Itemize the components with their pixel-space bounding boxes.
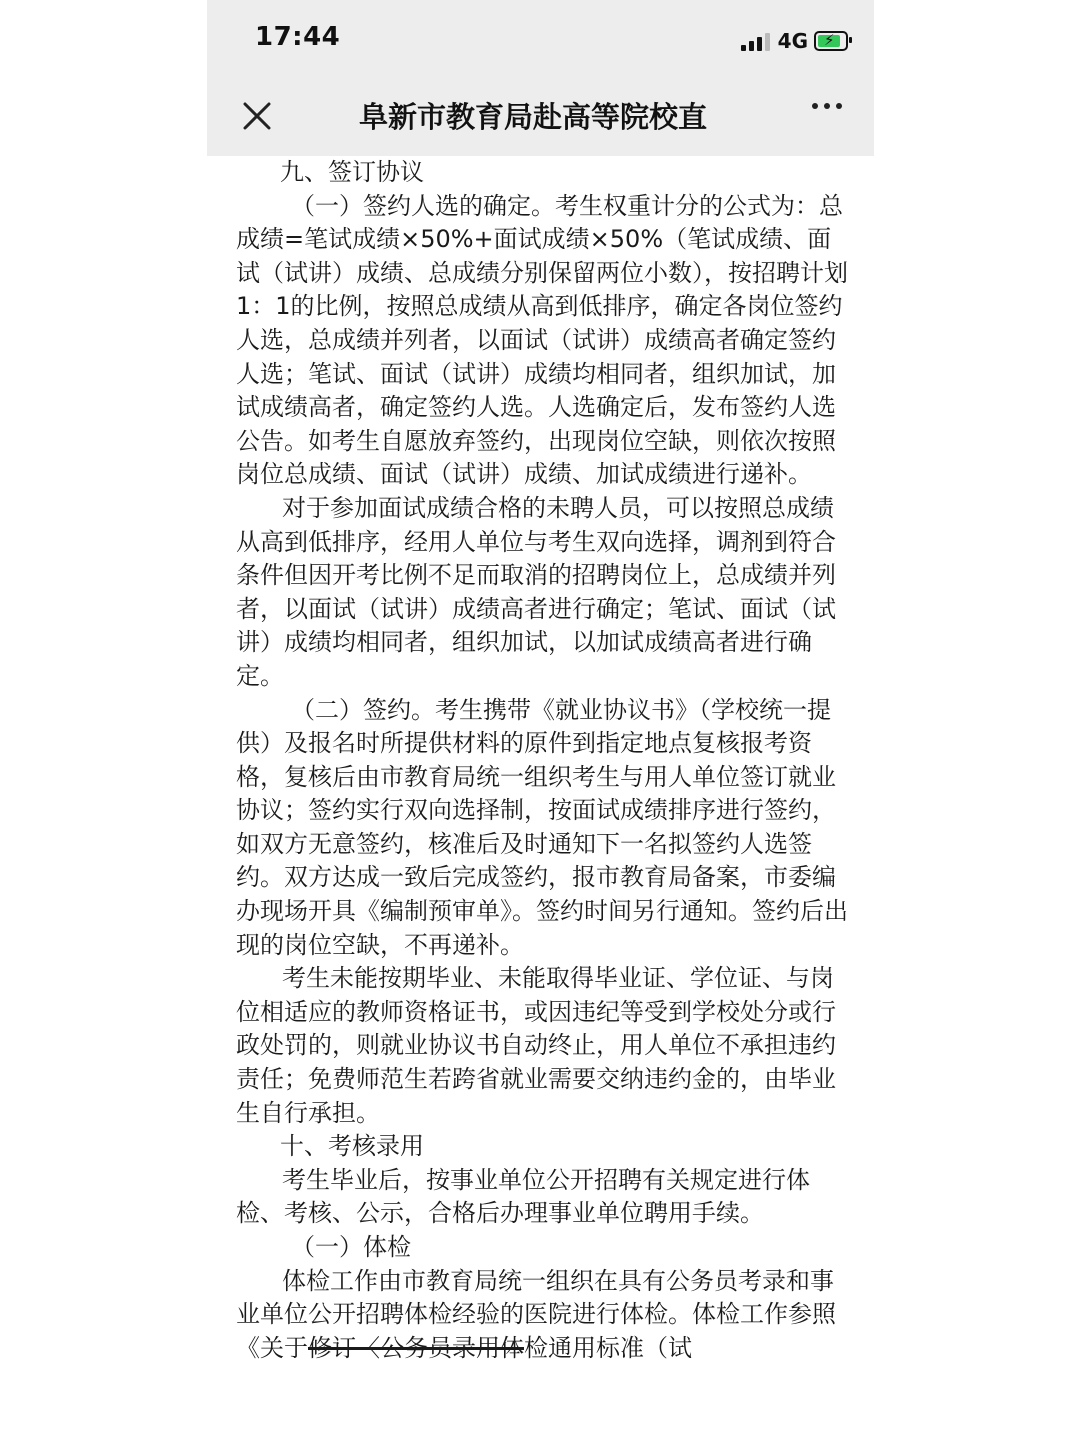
close-icon[interactable] [237,96,277,136]
paragraph: 考生未能按期毕业、未能取得毕业证、学位证、与岗位相适应的教师资格证书，或因违纪等受到学校处分或行政处罚的，则就业协议书自动终止，用人单位不承担违约责任；免费师范生若跨省就业需要交纳违约金的，由毕业生自行承担。 [236,964,836,1127]
signal-icon [741,31,770,51]
paragraph: （一）签约人选的确定。考生权重计分的公式为：总成绩=笔试成绩×50%+面试成绩×50%（笔试成绩、面试（试讲）成绩、总成绩分别保留两位小数），按招聘计划1：1的比例，按照总成绩从高到低排序，确定各岗位签约人选，总成绩并列者，以面试（试讲）成绩高者确定签约人选；笔试、面试（试讲）成绩均相同者，组织加试，加试成绩高者，确定签约人选。人选确定后，发布签约人选公告。如考生自愿放弃签约，出现岗位空缺，则依次按照岗位总成绩、面试（试讲）成绩、加试成绩进行递补。 [236,191,848,489]
top-bar [207,0,874,156]
section-heading-nine: 九、签订协议 [280,158,424,186]
paragraph: 考生毕业后，按事业单位公开招聘有关规定进行体检、考核、公示，合格后办理事业单位聘用手续。 [236,1165,810,1228]
status-icons [741,26,848,56]
struck-text: 修订〈公务员录用体 [308,1333,524,1362]
network-type: 4G [777,29,808,53]
phone-screen [207,0,874,1440]
article-body [236,156,851,1365]
subsection-heading: （一）体检 [291,1233,411,1261]
paragraph: （二）签约。考生携带《就业协议书》（学校统一提供）及报名时所提供材料的原件到指定地点复核报考资格，复核后由市教育局统一组织考生与用人单位签订就业协议；签约实行双向选择制，按面试成绩排序进行签约，如双方无意签约，核准后及时通知下一名拟签约人选签约。双方达成一致后完成签约，报市教育局备案，市委编办现场开具《编制预审单》。签约时间另行通知。签约后出现的岗位空缺，不再递补。 [236,695,848,959]
battery-icon: ⚡ [814,31,848,51]
paragraph: 体检工作由市教育局统一组织在具有公务员考录和事业单位公开招聘体检经验的医院进行体检。体检工作参照《关于修订〈公务员录用体检通用标准（试 [236,1266,836,1362]
status-time: 17:44 [255,22,341,52]
page-title: 阜新市教育局赴高等院校直 [359,100,708,134]
section-heading-ten: 十、考核录用 [280,1132,424,1161]
paragraph: 对于参加面试成绩合格的未聘人员，可以按照总成绩从高到低排序，经用人单位与考生双向选择，调剂到符合条件但因开考比例不足而取消的招聘岗位上，总成绩并列者，以面试（试讲）成绩高者进行确定；笔试、面试（试讲）成绩均相同者，组织加试，以加试成绩高者进行确定。 [236,493,836,690]
more-icon[interactable] [812,103,842,109]
